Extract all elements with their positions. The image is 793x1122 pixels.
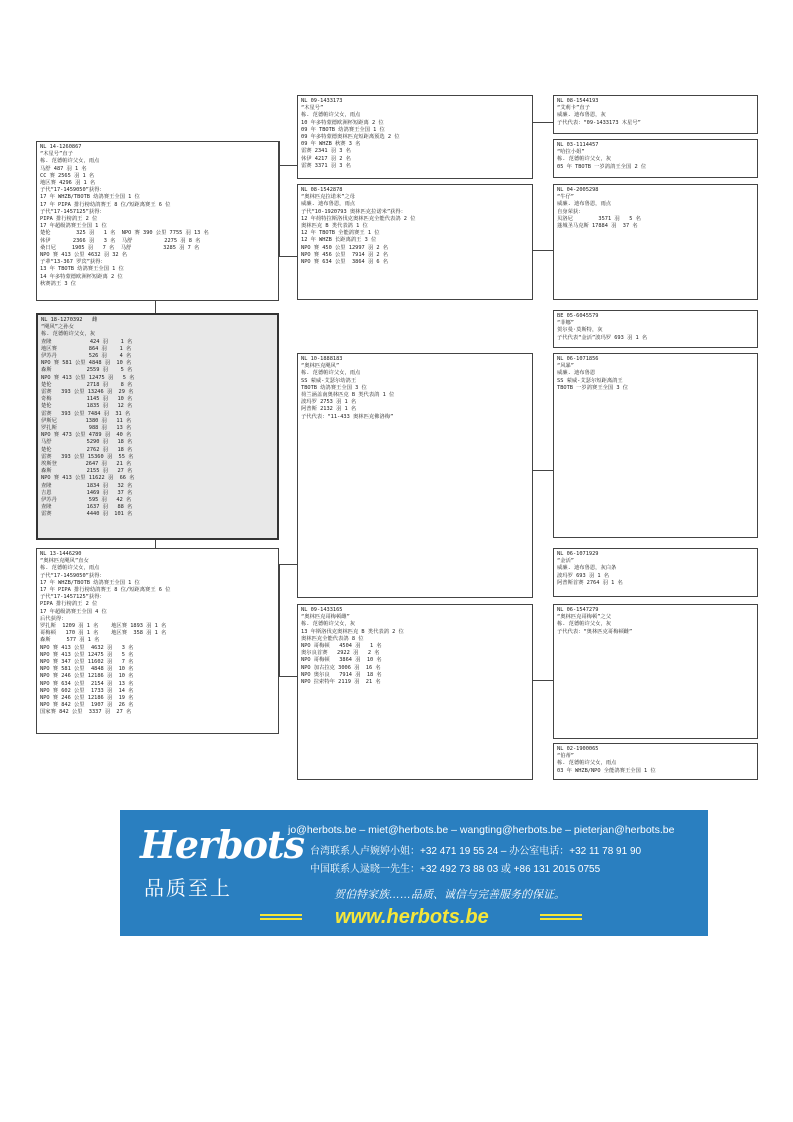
dam-lines bbox=[40, 551, 275, 717]
pedigree-line: 09 年 WHZB 秋赛 3 名 bbox=[301, 141, 361, 148]
pedigree-line: 伊苏丹 595 羽 42 名 bbox=[41, 497, 132, 504]
sire-dam-lines bbox=[301, 187, 529, 266]
pedigree-box-sire-sire bbox=[297, 95, 533, 179]
pedigree-line: 楚伦 2762 羽 18 名 bbox=[41, 446, 133, 453]
g3-5-lines bbox=[557, 356, 754, 392]
pedigree-line: NL 08-1542878 bbox=[301, 187, 343, 193]
pedigree-line: 楚伦 1835 羽 12 名 bbox=[41, 403, 133, 410]
pedigree-line: “木星号” bbox=[301, 105, 324, 112]
pedigree-line: 雷赛 393 公里 15360 羽 55 名 bbox=[41, 453, 134, 460]
pedigree-line: 伊斯尼 1380 羽 11 名 bbox=[41, 417, 132, 424]
pedigree-line: 罗扎斯 988 羽 13 名 bbox=[41, 425, 132, 432]
pedigree-line: 马舒 487 羽 1 名 bbox=[40, 165, 87, 172]
pedigree-box-g3-2 bbox=[553, 139, 758, 178]
pedigree-box-dam bbox=[36, 548, 279, 734]
pedigree-line: NL 06-1071929 bbox=[557, 551, 599, 557]
connector-dam-vert bbox=[279, 564, 280, 677]
g3-4-lines bbox=[557, 313, 754, 342]
pedigree-line: 子代代表“金活”波玛罗 693 羽 1 名 bbox=[557, 334, 648, 341]
pedigree-line: NL 04-2005298 bbox=[557, 187, 599, 193]
pedigree-line: “奥林匹克飓风”直女 bbox=[40, 558, 89, 565]
pedigree-line: 马舒 5290 羽 18 名 bbox=[41, 439, 133, 446]
pedigree-line: 雷赛 393 公里 13246 羽 29 名 bbox=[41, 389, 134, 396]
pedigree-line: 休伊 2366 羽 3 名 马舒 2275 羽 8 名 bbox=[40, 237, 201, 244]
pedigree-line: 森斯 2155 羽 27 名 bbox=[41, 468, 133, 475]
pedigree-box-g3-7 bbox=[553, 604, 758, 739]
pedigree-line: 奥林匹克 B 类代表鸽 1 位 bbox=[301, 223, 368, 230]
pedigree-box-g3-6 bbox=[553, 548, 758, 597]
pedigree-line: NPO 哥梅顿 3864 羽 10 名 bbox=[301, 657, 382, 664]
pedigree-line: 查隆 424 羽 1 名 bbox=[41, 338, 133, 345]
pedigree-line: NPO 赛 602 公里 1733 羽 14 名 bbox=[40, 687, 134, 694]
pedigree-line: 17 年超级鸽赛王全国 1 位 bbox=[40, 223, 107, 230]
banner-slogan: 品质至上 bbox=[144, 876, 232, 900]
pedigree-line: 贺尔曼·莫斯特，灰 bbox=[557, 327, 603, 334]
banner-tagline: 贺伯特家族……品质、诚信与完善服务的保证。 bbox=[334, 889, 565, 901]
pedigree-line: TBOTB 一岁鸽赛王全国 3 位 bbox=[557, 384, 629, 391]
pedigree-line: NL 18-1270392 雌 bbox=[41, 317, 98, 323]
pedigree-line: 子代“17-1459050”获得： bbox=[40, 187, 105, 194]
pedigree-line: NPO 赛 413 公里 12475 羽 5 名 bbox=[41, 374, 135, 381]
pedigree-line: 威廉. 迪布鲁恩，雨点 bbox=[557, 201, 612, 208]
pedigree-line: NPO 赛 634 公里 3864 羽 6 名 bbox=[301, 259, 389, 266]
pedigree-line: 国家赛 842 公里 3337 羽 27 名 bbox=[40, 709, 132, 716]
pedigree-line: 12 年荷特拉斯洛伐克奥林匹克全能代表鸽 2 位 bbox=[301, 215, 416, 222]
banner-contact-china: 中国联系人逯晓一先生：+32 492 73 88 03 或 +86 131 2015 0755 bbox=[310, 864, 601, 875]
pedigree-line: CC 赛 2565 羽 1 名 bbox=[40, 172, 95, 179]
pedigree-line: 栋. 范德帕许父女，灰 bbox=[41, 331, 96, 338]
pedigree-line: “伯蒂” bbox=[557, 753, 574, 760]
pedigree-box-g3-4 bbox=[553, 310, 758, 348]
pedigree-line: 威廉. 迪布鲁恩，灰白条 bbox=[557, 565, 617, 572]
pedigree-line: 10 年多特蒙德欧洲杯短距离 2 位 bbox=[301, 119, 384, 126]
pedigree-line: 哥梅顿 170 羽 1 名 地区赛 358 羽 1 名 bbox=[40, 630, 167, 637]
connector-sire-vert bbox=[279, 141, 280, 257]
g3-1-lines bbox=[557, 98, 754, 127]
banner-emails[interactable]: jo@herbots.be – miet@herbots.be – wangting@herbots.be – pieterjan@herbots.be bbox=[288, 824, 675, 836]
pedigree-line: “木星号”直子 bbox=[40, 151, 73, 158]
connector-g12 bbox=[533, 122, 553, 123]
pedigree-line: 栋. 范德帕许父女，灰 bbox=[557, 621, 612, 628]
pedigree-box-g3-8 bbox=[553, 743, 758, 780]
pedigree-line: 子代“10-1920793 奥林匹克拉诺米”获得： bbox=[301, 208, 407, 215]
pedigree-line: 子代代表：“09-1433173 木星号” bbox=[557, 119, 641, 126]
pedigree-line: 子代代表：“奥林匹克哥梅顿雌” bbox=[557, 628, 633, 635]
pedigree-line: 栋. 范德帕许父女，灰 bbox=[557, 156, 612, 163]
dam-dam-lines bbox=[301, 607, 529, 686]
pedigree-line: 17 年 PIPA 排行榜幼鸽赛王 8 位/短距离赛王 6 位 bbox=[40, 587, 171, 594]
pedigree-line: PIPA 排行榜鸽王 2 位 bbox=[40, 601, 98, 608]
pedigree-line: NPO 赛 456 公里 7914 羽 2 名 bbox=[301, 251, 389, 258]
pedigree-line: SS 萦威-艾瑟尔幼鸽王 bbox=[301, 377, 357, 384]
pedigree-line: “奥林匹克拉诺米”之母 bbox=[301, 194, 356, 201]
dam-sire-lines bbox=[301, 356, 529, 421]
pedigree-line: NL 02-1900065 bbox=[557, 746, 599, 752]
pedigree-line: NPO 赛 413 公里 4632 羽 3 名 bbox=[40, 644, 134, 651]
pedigree-line: 贝洛尼 3571 羽 5 名 bbox=[557, 215, 641, 222]
pedigree-line: 雷赛 3371 羽 3 名 bbox=[301, 162, 351, 169]
pedigree-line: NPO 赛 634 公里 2154 羽 13 名 bbox=[40, 680, 134, 687]
connector-ss bbox=[279, 165, 297, 166]
pedigree-box-dam-sire bbox=[297, 353, 533, 598]
pedigree-line: 雷赛 4440 羽 101 名 bbox=[41, 511, 133, 518]
pedigree-line: 17 年 PIPA 排行榜幼鸽赛王 8 位/短距离赛王 6 位 bbox=[40, 201, 171, 208]
pedigree-line: NPO 奥尔良 7914 羽 18 名 bbox=[301, 671, 382, 678]
pedigree-line: 森斯 577 羽 1 名 bbox=[40, 637, 100, 644]
pedigree-line: “奥林匹克哥梅顿”之父 bbox=[557, 614, 612, 621]
pedigree-line: 森斯 2559 羽 5 名 bbox=[41, 367, 133, 374]
pedigree-line: 楚伦 2718 羽 8 名 bbox=[41, 381, 133, 388]
pedigree-line: 12 年 TBOTB 全能鸽赛王 1 位 bbox=[301, 230, 380, 237]
pedigree-line: NPO 赛 347 公里 11602 羽 7 名 bbox=[40, 659, 134, 666]
pedigree-line: “奥林匹克飓风” bbox=[301, 363, 340, 370]
pedigree-line: 栋. 范德帕许父女，雨点 bbox=[40, 565, 100, 572]
pedigree-line: 奇梅 1145 羽 10 名 bbox=[41, 396, 133, 403]
pedigree-line: 子辈“13-367 罗宾”获得： bbox=[40, 259, 106, 266]
pedigree-line: TBOTB 幼鸽赛王全国 3 位 bbox=[301, 384, 367, 391]
g3-3-lines bbox=[557, 187, 754, 230]
banner-divider-left bbox=[260, 914, 302, 920]
pedigree-line: 栋. 范德帕许父女，灰 bbox=[301, 621, 356, 628]
pedigree-line: NPO 赛 473 公里 4789 羽 40 名 bbox=[41, 432, 132, 439]
pedigree-line: 自身荣获： bbox=[557, 208, 584, 215]
pedigree-box-dam-dam bbox=[297, 604, 533, 780]
pedigree-line: “哈拉小姐” bbox=[557, 149, 585, 156]
pedigree-line: 荷兰涵盖南奥林匹克 B 类代表鸽 1 位 bbox=[301, 392, 395, 399]
main-bird-lines bbox=[41, 317, 274, 519]
herbots-banner bbox=[120, 810, 708, 936]
pedigree-line: NPO 加古拉克 3006 羽 16 名 bbox=[301, 664, 381, 671]
pedigree-line: “金活” bbox=[557, 558, 574, 565]
connector-sd bbox=[279, 256, 297, 257]
herbots-logo: Herbots bbox=[140, 822, 304, 867]
connector-g56 bbox=[533, 470, 553, 471]
pedigree-line: NL 09-1433165 bbox=[301, 607, 343, 613]
pedigree-line: 波玛罗 2753 羽 1 名 bbox=[301, 399, 357, 406]
pedigree-line: 子代“17-1457125”获得： bbox=[40, 208, 105, 215]
pedigree-line: 17 年超级鸽赛王全国 4 位 bbox=[40, 608, 107, 615]
pedigree-line: NL 06-1547279 bbox=[557, 607, 599, 613]
pedigree-line: 威廉. 迪布鲁恩 bbox=[557, 370, 596, 377]
sire-sire-lines bbox=[301, 98, 529, 170]
pedigree-line: 埃斯登 2647 羽 21 名 bbox=[41, 461, 132, 468]
pedigree-box-sire bbox=[36, 141, 279, 301]
pedigree-line: 17 年 WHZB/TBOTB 幼鸽赛王全国 1 位 bbox=[40, 194, 140, 201]
pedigree-line: NL 10-1888183 bbox=[301, 356, 343, 362]
g3-2-lines bbox=[557, 142, 754, 171]
pedigree-line: 子代代表：“11-433 奥林匹克佛洛梅” bbox=[301, 413, 394, 420]
pedigree-line: NL 08-1544193 bbox=[557, 98, 599, 104]
pedigree-line: NPO 赛 246 公里 12186 羽 10 名 bbox=[40, 673, 134, 680]
banner-contact-taiwan: 台湾联系人卢婉婷小姐：+32 471 19 55 24 – 办公室电话：+32 11 78 91 90 bbox=[310, 846, 642, 857]
pedigree-line: 吉恩 1469 羽 37 名 bbox=[41, 489, 133, 496]
pedigree-line: 休伊 4217 羽 2 名 bbox=[301, 155, 351, 162]
pedigree-line: 查隆 1637 羽 88 名 bbox=[41, 504, 133, 511]
pedigree-line: 秋赛鸽王 3 位 bbox=[40, 280, 77, 287]
pedigree-line: “飓风”之孙女 bbox=[41, 324, 74, 331]
pedigree-line: NPO 赛 246 公里 12186 羽 19 名 bbox=[40, 695, 134, 702]
pedigree-line: 雷赛 2341 羽 3 名 bbox=[301, 148, 351, 155]
pedigree-box-main-bird bbox=[36, 313, 279, 540]
pedigree-line: 波玛罗 693 羽 1 名 bbox=[557, 572, 609, 579]
pedigree-line: 阿普斯首赛 2764 羽 1 名 bbox=[557, 579, 623, 586]
pedigree-line: 罗扎斯 1209 羽 1 名 地区赛 1893 羽 1 名 bbox=[40, 623, 167, 630]
connector-ds bbox=[279, 564, 297, 565]
pedigree-line: 栋. 范德帕许父女，雨点 bbox=[557, 760, 617, 767]
pedigree-line: 栋. 范德帕许父女，雨点 bbox=[301, 370, 361, 377]
sire-lines bbox=[40, 144, 275, 288]
pedigree-line: “牛仔” bbox=[557, 194, 574, 201]
pedigree-line: NPO 拉索特年 2119 羽 21 名 bbox=[301, 679, 381, 686]
pedigree-line: 子代“17-1459050”获得： bbox=[40, 572, 105, 579]
pedigree-line: NPO 赛 842 公里 1907 羽 26 名 bbox=[40, 702, 134, 709]
pedigree-line: 地区赛 864 羽 1 名 bbox=[41, 345, 132, 352]
pedigree-line: “奥林匹克哥梅顿雌” bbox=[301, 614, 350, 621]
connector-g78 bbox=[533, 680, 553, 681]
pedigree-line: PIPA 排行榜鸽王 2 位 bbox=[40, 216, 98, 223]
pedigree-box-g3-3 bbox=[553, 184, 758, 300]
pedigree-line: NL 09-1433173 bbox=[301, 98, 343, 104]
pedigree-line: 阿普斯 2132 羽 1 名 bbox=[301, 406, 357, 413]
pedigree-box-sire-dam bbox=[297, 184, 533, 300]
pedigree-box-g3-1 bbox=[553, 95, 758, 134]
pedigree-line: 桑日尼 1905 羽 7 名 马舒 3285 羽 7 名 bbox=[40, 244, 200, 251]
pedigree-line: 后代获得： bbox=[40, 615, 67, 622]
pedigree-line: NPO 赛 413 公里 11622 羽 66 名 bbox=[41, 475, 135, 482]
pedigree-line: 地区赛 4296 羽 1 名 bbox=[40, 180, 96, 187]
pedigree-line: 栋. 范德帕许父女，雨点 bbox=[40, 158, 100, 165]
pedigree-box-g3-5 bbox=[553, 353, 758, 538]
pedigree-line: “菲娜” bbox=[557, 320, 574, 327]
pedigree-line: 03 年 WHZB/NPO 全能鸽赛王全国 1 位 bbox=[557, 767, 656, 774]
pedigree-line: 楚伦 325 羽 1 名 NPO 赛 390 公里 7755 羽 13 名 bbox=[40, 230, 209, 237]
pedigree-line: NL 03-1114457 bbox=[557, 142, 599, 148]
pedigree-line: 05 年 TBOTB 一岁鸽鸽王全国 2 位 bbox=[557, 163, 647, 170]
pedigree-line: NL 06-1071856 bbox=[557, 356, 599, 362]
g3-8-lines bbox=[557, 746, 754, 775]
pedigree-line: 伊苏丹 526 羽 4 名 bbox=[41, 353, 132, 360]
pedigree-line: 蓬城圣马克斯 17884 羽 37 名 bbox=[557, 223, 638, 230]
pedigree-line: 奥尔良首赛 2922 羽 2 名 bbox=[301, 650, 380, 657]
pedigree-line: 09 年多特蒙德奥林匹克短距离预选 2 位 bbox=[301, 134, 400, 141]
pedigree-line: 子代“17-1457125”获得： bbox=[40, 594, 105, 601]
banner-website-link[interactable]: www.herbots.be bbox=[335, 906, 489, 928]
connector-dd bbox=[279, 676, 297, 677]
pedigree-line: NPO 赛 581 公里 4848 羽 10 名 bbox=[41, 360, 132, 367]
pedigree-line: BE 05-6045579 bbox=[557, 313, 599, 319]
pedigree-line: 14 年多特蒙德欧洲杯短距离 2 位 bbox=[40, 273, 123, 280]
pedigree-line: NPO 赛 581 公里 4848 羽 10 名 bbox=[40, 666, 134, 673]
pedigree-line: 09 年 TBOTB 幼鸽赛王全国 1 位 bbox=[301, 126, 385, 133]
pedigree-line: 13 年 TBOTB 幼鸽赛王全国 1 位 bbox=[40, 266, 124, 273]
pedigree-line: “艾莉卡”直子 bbox=[557, 105, 590, 112]
pedigree-line: SS 萦威-艾瑟尔短距离鸽王 bbox=[557, 377, 623, 384]
pedigree-line: 奥林匹克全能代表鸽 8 位 bbox=[301, 635, 364, 642]
pedigree-line: NL 13-1446290 bbox=[40, 551, 82, 557]
pedigree-line: 12 年 WHZB 长距离鸽王 3 位 bbox=[301, 237, 377, 244]
pedigree-line: 17 年 WHZB/TBOTB 幼鸽赛王全国 1 位 bbox=[40, 579, 140, 586]
pedigree-line: NL 14-1260867 bbox=[40, 144, 82, 150]
g3-7-lines bbox=[557, 607, 754, 636]
connector-sire-stem bbox=[155, 300, 156, 314]
g3-6-lines bbox=[557, 551, 754, 587]
pedigree-line: 威廉. 迪布鲁恩，雨点 bbox=[301, 201, 356, 208]
pedigree-line: 栋. 范德帕许父女，雨点 bbox=[301, 112, 361, 119]
pedigree-line: NPO 赛 450 公里 12997 羽 2 名 bbox=[301, 244, 389, 251]
pedigree-line: NPO 赛 413 公里 4632 羽 32 名 bbox=[40, 252, 128, 259]
pedigree-line: 雷赛 393 公里 7484 羽 31 名 bbox=[41, 410, 131, 417]
pedigree-line: “风暴” bbox=[557, 363, 574, 370]
pedigree-line: 13 年斯洛伐克奥林匹克 B 类代表鸽 2 位 bbox=[301, 628, 404, 635]
pedigree-line: 威廉. 迪布鲁恩，灰 bbox=[557, 112, 606, 119]
pedigree-line: 查隆 1834 羽 32 名 bbox=[41, 482, 133, 489]
connector-g34 bbox=[533, 250, 553, 251]
banner-divider-right bbox=[540, 914, 582, 920]
pedigree-line: NPO 赛 413 公里 12475 羽 5 名 bbox=[40, 651, 134, 658]
pedigree-line: NPO 哥梅顿 4504 羽 1 名 bbox=[301, 643, 382, 650]
